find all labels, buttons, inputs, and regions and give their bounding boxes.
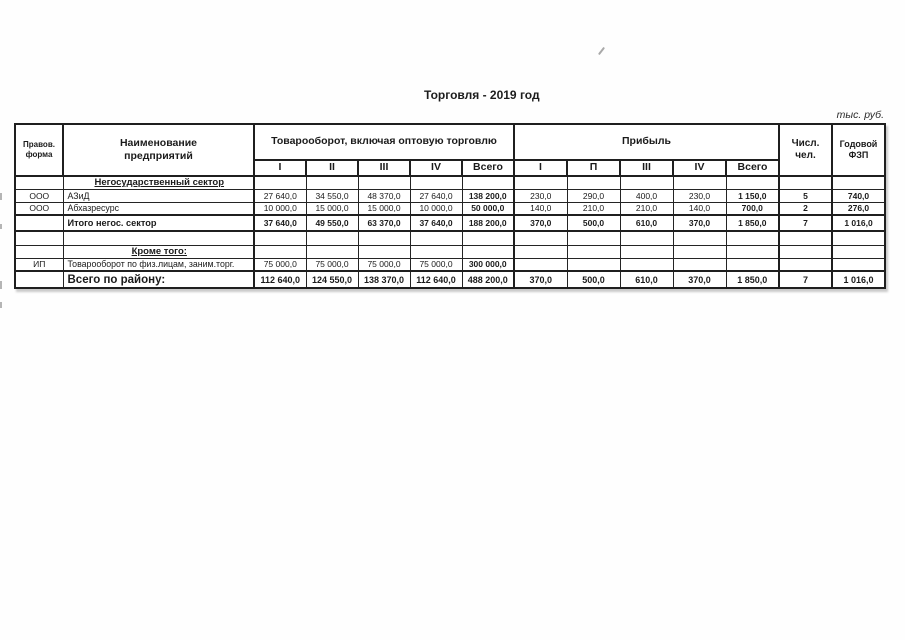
cell-value: 75 000,0 xyxy=(410,258,462,271)
cell-value xyxy=(358,231,410,245)
cell-value: 610,0 xyxy=(620,271,673,288)
cell-value: 124 550,0 xyxy=(306,271,358,288)
cell-value xyxy=(514,258,567,271)
cell-value xyxy=(306,245,358,258)
cell-value xyxy=(832,176,885,189)
cell-value xyxy=(567,245,620,258)
cell-value: 140,0 xyxy=(514,202,567,215)
cell-value: 7 xyxy=(779,215,832,231)
cell-value: 210,0 xyxy=(620,202,673,215)
cell-value xyxy=(567,231,620,245)
cell-value: 112 640,0 xyxy=(410,271,462,288)
cell-value: 700,0 xyxy=(726,202,779,215)
cell-value: 138 370,0 xyxy=(358,271,410,288)
col-header-turnover-q2: II xyxy=(306,160,358,176)
cell-value: 15 000,0 xyxy=(306,202,358,215)
cell-value: 5 xyxy=(779,189,832,202)
cell-value: 188 200,0 xyxy=(462,215,514,231)
cell-value: 138 200,0 xyxy=(462,189,514,202)
cell-value: 370,0 xyxy=(673,271,726,288)
cell-enterprise-name: Кроме того: xyxy=(63,245,254,258)
cell-value xyxy=(726,258,779,271)
cell-value xyxy=(673,231,726,245)
cell-value xyxy=(306,176,358,189)
cell-value: 2 xyxy=(779,202,832,215)
col-header-turnover-group: Товарооборот, включая оптовую торговлю xyxy=(254,124,514,160)
table-row xyxy=(15,176,885,189)
cell-enterprise-name xyxy=(63,231,254,245)
cell-enterprise-name: Товарооборот по физ.лицам, заним.торг. xyxy=(63,258,254,271)
cell-value xyxy=(726,245,779,258)
cell-value xyxy=(673,245,726,258)
cell-legal-form xyxy=(15,215,63,231)
cell-legal-form: ИП xyxy=(15,258,63,271)
cell-value xyxy=(254,176,306,189)
cell-value xyxy=(410,231,462,245)
col-header-turnover-q1: I xyxy=(254,160,306,176)
table-row xyxy=(15,215,885,231)
cell-value: 7 xyxy=(779,271,832,288)
cell-value: 300 000,0 xyxy=(462,258,514,271)
cell-value xyxy=(673,258,726,271)
cell-value: 1 850,0 xyxy=(726,215,779,231)
cell-value xyxy=(514,245,567,258)
cell-value: 63 370,0 xyxy=(358,215,410,231)
col-header-enterprise-name xyxy=(63,124,254,176)
cell-value xyxy=(779,231,832,245)
col-header-enterprise-name-label: Наименование предприятий xyxy=(119,136,198,162)
cell-value: 290,0 xyxy=(567,189,620,202)
cell-value: 10 000,0 xyxy=(254,202,306,215)
cell-value xyxy=(254,231,306,245)
cell-value xyxy=(832,245,885,258)
cell-value: 230,0 xyxy=(514,189,567,202)
col-header-profit-total: Всего xyxy=(726,160,779,176)
cell-value: 75 000,0 xyxy=(306,258,358,271)
col-header-staff-count: Числ. чел. xyxy=(779,124,832,176)
cell-enterprise-name: АЗиД xyxy=(63,189,254,202)
col-header-profit-q4: IV xyxy=(673,160,726,176)
scan-edge-mark xyxy=(0,224,2,229)
cell-value xyxy=(567,258,620,271)
table-row xyxy=(15,231,885,245)
cell-value xyxy=(620,176,673,189)
cell-value: 210,0 xyxy=(567,202,620,215)
cell-value: 75 000,0 xyxy=(254,258,306,271)
units-note: тыс. руб. xyxy=(836,109,884,121)
cell-value: 230,0 xyxy=(673,189,726,202)
cell-value xyxy=(514,231,567,245)
cell-value: 37 640,0 xyxy=(254,215,306,231)
cell-value: 48 370,0 xyxy=(358,189,410,202)
cell-value xyxy=(832,231,885,245)
cell-value: 370,0 xyxy=(514,271,567,288)
cell-value xyxy=(462,176,514,189)
table-row xyxy=(15,245,885,258)
cell-value: 1 016,0 xyxy=(832,271,885,288)
cell-value xyxy=(779,258,832,271)
cell-value: 49 550,0 xyxy=(306,215,358,231)
cell-value xyxy=(462,231,514,245)
cell-value xyxy=(779,176,832,189)
cell-legal-form xyxy=(15,271,63,288)
col-header-annual-payroll: Годовой ФЗП xyxy=(832,124,885,176)
cell-value: 112 640,0 xyxy=(254,271,306,288)
cell-value: 75 000,0 xyxy=(358,258,410,271)
cell-value: 500,0 xyxy=(567,215,620,231)
cell-value: 27 640,0 xyxy=(254,189,306,202)
col-header-turnover-q4: IV xyxy=(410,160,462,176)
cell-value xyxy=(462,245,514,258)
cell-value: 140,0 xyxy=(673,202,726,215)
table-body xyxy=(15,176,885,288)
scan-edge-mark xyxy=(0,281,2,289)
cell-value: 400,0 xyxy=(620,189,673,202)
scan-edge-mark xyxy=(0,193,2,200)
col-header-turnover-q3: III xyxy=(358,160,410,176)
cell-enterprise-name: Негосударственный сектор xyxy=(63,176,254,189)
cell-enterprise-name: Абхазресурс xyxy=(63,202,254,215)
scan-artifact-mark xyxy=(598,47,605,55)
cell-value: 488 200,0 xyxy=(462,271,514,288)
cell-value xyxy=(410,176,462,189)
cell-legal-form xyxy=(15,245,63,258)
cell-value: 34 550,0 xyxy=(306,189,358,202)
cell-legal-form xyxy=(15,231,63,245)
cell-value: 50 000,0 xyxy=(462,202,514,215)
cell-legal-form: ООО xyxy=(15,189,63,202)
cell-value xyxy=(410,245,462,258)
cell-value xyxy=(726,231,779,245)
cell-value: 740,0 xyxy=(832,189,885,202)
cell-value xyxy=(620,245,673,258)
col-header-profit-q2: П xyxy=(567,160,620,176)
cell-value: 1 850,0 xyxy=(726,271,779,288)
table-header xyxy=(15,124,885,176)
cell-enterprise-name: Всего по району: xyxy=(63,271,254,288)
cell-value xyxy=(306,231,358,245)
cell-value: 1 016,0 xyxy=(832,215,885,231)
cell-value xyxy=(358,176,410,189)
header-row-groups xyxy=(15,124,885,160)
table-row xyxy=(15,258,885,271)
cell-value: 276,0 xyxy=(832,202,885,215)
cell-value: 500,0 xyxy=(567,271,620,288)
cell-value: 15 000,0 xyxy=(358,202,410,215)
page-title: Торговля - 2019 год xyxy=(424,88,540,102)
cell-value xyxy=(779,245,832,258)
cell-value xyxy=(620,231,673,245)
table-row xyxy=(15,271,885,288)
cell-legal-form: ООО xyxy=(15,202,63,215)
table-row xyxy=(15,189,885,202)
table-row xyxy=(15,202,885,215)
cell-value: 37 640,0 xyxy=(410,215,462,231)
col-header-profit-q1: I xyxy=(514,160,567,176)
cell-value xyxy=(620,258,673,271)
cell-value: 10 000,0 xyxy=(410,202,462,215)
cell-value xyxy=(726,176,779,189)
cell-value: 370,0 xyxy=(673,215,726,231)
col-header-turnover-total: Всего xyxy=(462,160,514,176)
cell-value xyxy=(254,245,306,258)
cell-legal-form xyxy=(15,176,63,189)
scan-edge-mark xyxy=(0,302,2,308)
cell-enterprise-name: Итого негос. сектор xyxy=(63,215,254,231)
cell-value: 1 150,0 xyxy=(726,189,779,202)
cell-value xyxy=(832,258,885,271)
trade-report-table xyxy=(14,123,886,289)
col-header-profit-group: Прибыль xyxy=(514,124,779,160)
cell-value: 610,0 xyxy=(620,215,673,231)
cell-value xyxy=(673,176,726,189)
col-header-profit-q3: III xyxy=(620,160,673,176)
cell-value xyxy=(358,245,410,258)
cell-value xyxy=(567,176,620,189)
cell-value xyxy=(514,176,567,189)
cell-value: 370,0 xyxy=(514,215,567,231)
col-header-legal-form: Правов. форма xyxy=(15,124,63,176)
cell-value: 27 640,0 xyxy=(410,189,462,202)
